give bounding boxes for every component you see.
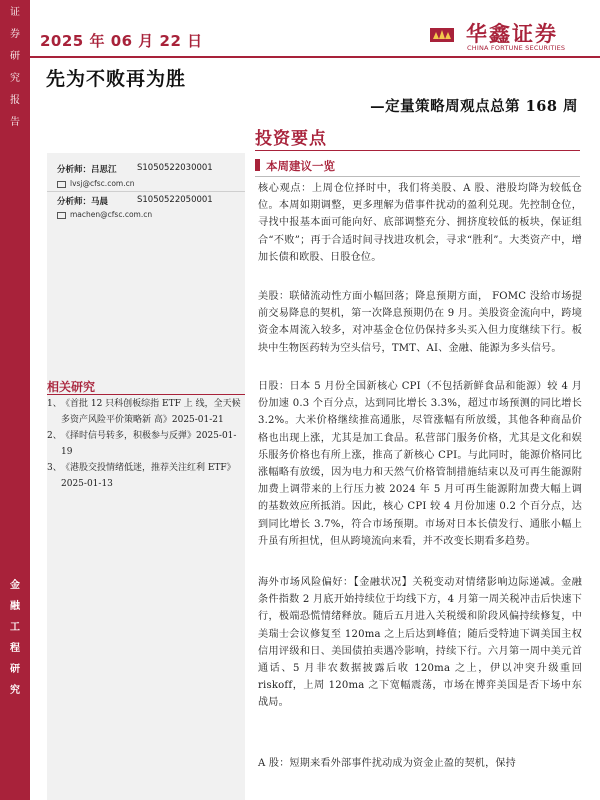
paragraph-core-view: 核心观点：上周仓位择时中，我们将美股、A 股、港股均降为较低仓位。本周如期调整，更多理解为借事件扰动的盈利兑现。先控制仓位，寻找中报基本面可能向好、底部调整充分、拥挤度较低的板块，保证组合“不败”；再于合适时间寻找进攻机会，寻求“胜利”。大类资产中，增加长债和欧股、日股仓位。 xyxy=(258,183,582,263)
section-divider xyxy=(255,176,580,177)
paragraph-a-shares: A 股：短期来看外部事件扰动成为资金止盈的契机，保持 xyxy=(258,758,516,769)
logo-mark-icon xyxy=(430,24,454,42)
related-research-divider xyxy=(47,394,245,395)
analyst-2 xyxy=(57,195,213,207)
paragraph-japan-stocks: 日股：日本 5 月份全国新核心 CPI（不包括新鲜食品和能源）较 4 月份加速 0.3 个百分点，达到同比增长 3.3%，超过市场预测的同比增长 3.2%。大米价格继续推高通胀，尽管涨幅有所放缓，其他各种商品价格也出现上涨，尤其是加工食品。私营部门服务价格，尤其是文化和娱乐服务价格也有所上涨，推高了新核心 CPI。与此同时，能源价格同比涨幅略有放缓，因为电力和天然气价格管制措施结束以及可再生能源附加费上调带来的上行压力被 2024 年 5 月可再生能源附加费大幅上调的基数效应所抵消。因此，核心 CPI 较 4 月份加速 0.2 个百分点，达到同比增长 3.7%，符合市场预期。市场对日本长债发行、通胀小幅上升虽有所担忧，但从跨境流向来看，并不改变长期看多趋势。 xyxy=(258,381,582,547)
analyst-2-cert: S1050522050001 xyxy=(137,195,213,205)
mail-icon xyxy=(57,181,66,188)
report-title: 先为不败再为胜 xyxy=(46,68,187,90)
section-heading: 本周建议一览 xyxy=(255,158,335,174)
paragraph-us-stocks: 美股：联储流动性方面小幅回落；降息预期方面， FOMC 没给市场提前交易降息的契机，第一次降息预期仍在 9 月。美股资金流向中，跨境资金本周流入较多，对冲基金仓位仍保持多头买入但力度继续下行。板块中生物医药转为空头信号，TMT、AI、金融、能源为多头信号。 xyxy=(258,291,582,354)
analyst-2-email[interactable]: machen@cfsc.com.cn xyxy=(57,210,152,219)
logo-en-text: CHINA FORTUNE SECURITIES xyxy=(467,44,566,52)
list-item[interactable]: 1、 《首批 12 只科创板综指 ETF 上 线，全天候多资产风险平价策略新 高》2025-01-21 xyxy=(47,399,241,425)
analyst-1-email[interactable]: lvsj@cfsc.com.cn xyxy=(57,179,134,188)
analyst-2-name: 分析师：马晨 xyxy=(57,197,109,207)
analyst-1-cert: S1050522030001 xyxy=(137,163,213,173)
section-marker-icon xyxy=(255,159,260,171)
report-subtitle: —定量策略周观点总第 168 周 xyxy=(370,98,578,115)
related-research-list xyxy=(47,396,245,492)
header-divider xyxy=(30,56,600,58)
key-points-title: 投资要点 xyxy=(255,129,327,149)
analyst-divider xyxy=(47,191,245,192)
logo-cn-text: 华鑫证券 xyxy=(466,22,558,46)
related-research-title: 相关研究 xyxy=(47,380,96,394)
brand-logo xyxy=(424,14,594,52)
analyst-1-name: 分析师：吕思江 xyxy=(57,165,117,175)
list-item[interactable]: 3、 《港股交投情绪低迷，推荐关注红利 ETF》2025-01-13 xyxy=(47,463,236,489)
left-sidebar-band xyxy=(0,0,30,800)
paragraph-overseas-risk: 海外市场风险偏好：【金融状况】关税变动对情绪影响边际递减。金融条件指数 2 月底开始持续位于均线下方，4 月第一周关税冲击后快速下行，极端恐慌情绪释放。随后五月进入关税缓和阶段风偏持续修复，中美瑞士会议修复至 120ma 之上后达到峰值；随后受特迪下调美国主权信用评级和日、美国债拍卖遇冷影响，持续下行。六月第一周中美元首通话、5 月非农数据披露后收 120ma 之上，伊以冲突升级重回 riskoff，上周 120ma 之下宽幅震荡，市场在博弈美国是否下场中东战局。 xyxy=(258,577,582,709)
list-item[interactable]: 2、 《择时信号转多，积极参与反弹》2025-01-19 xyxy=(47,431,237,457)
sidebar-bottom-label: 金 融 工 程 研 究 xyxy=(10,580,20,696)
key-points-divider xyxy=(255,150,580,151)
report-date: 2025 年 06 月 22 日 xyxy=(40,32,203,50)
analyst-1 xyxy=(57,163,213,175)
sidebar-top-label: 证 券 研 究 报 告 xyxy=(10,7,20,128)
mail-icon xyxy=(57,212,66,219)
